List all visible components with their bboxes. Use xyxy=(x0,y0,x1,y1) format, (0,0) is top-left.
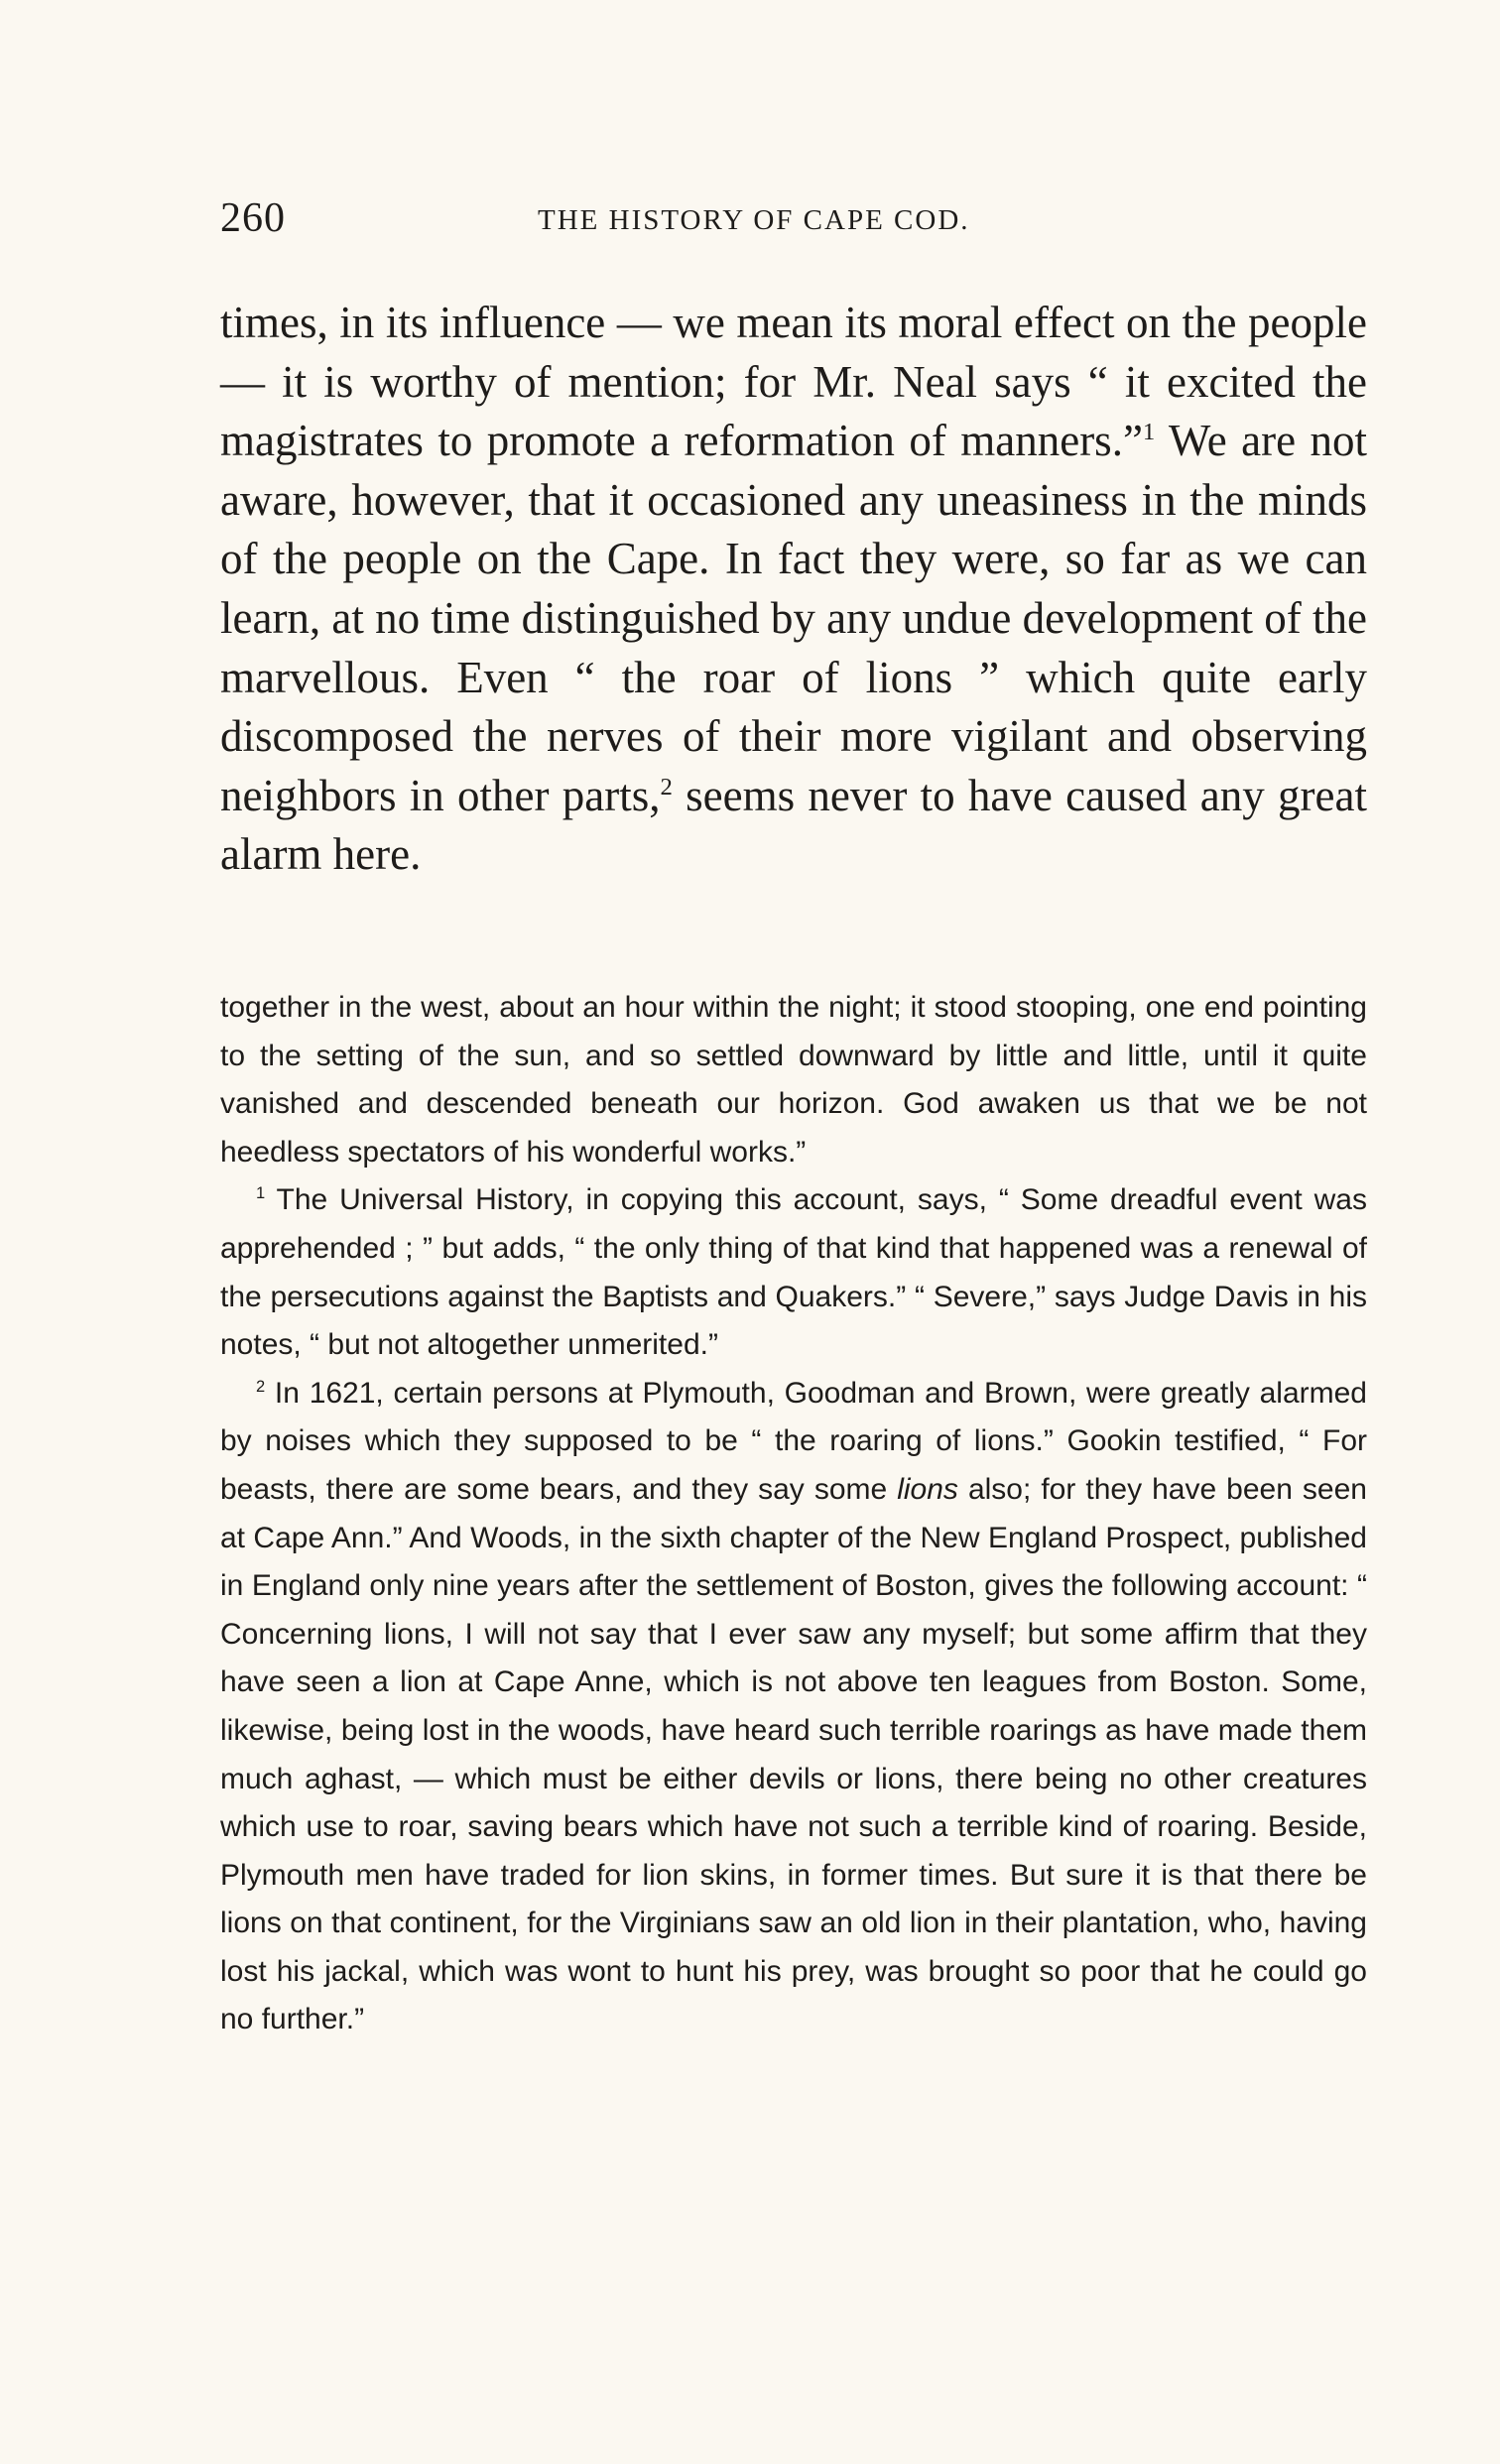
footnote-2 xyxy=(220,1370,1367,2044)
main-text-part-2: We are not aware, however, that it occasioned any uneasiness in the minds of the people on the Cape. In fact they were, so far as we can learn, at no time distinguished by any undue development of the marvellous. Even “ the roar of lions ” which quite early discomposed the nerves of their more vigilant and observing neighbors in other parts, xyxy=(220,416,1367,820)
main-text-part-1: times, in its influence — we mean its moral effect on the people — it is worthy of mention; for Mr. Neal says “ it excited the magistrates to promote a reformation of manners.” xyxy=(220,298,1367,466)
footnote-continuation: together in the west, about an hour within the night; it stood stooping, one end pointing to the setting of the sun, and so settled downward by little and little, until it quite vanished and descended beneath our horizon. God awaken us that we be not heedless spectators of his wonderful works.” xyxy=(220,991,1367,1169)
footnote-2-marker: 2 xyxy=(256,1377,266,1396)
footnote-2-text-a: In 1621, certain persons at Plymouth, Goodman and Brown, were greatly alarmed by noises which they supposed to be “ the roaring of lions.” Gookin testified, “ For beasts, there are some bears, and they say some xyxy=(220,1376,1367,1506)
running-title: THE HISTORY OF CAPE COD. xyxy=(538,204,970,236)
footnote-1-text: The Universal History, in copying this account, says, “ Some dreadful event was apprehended ; ” but adds, “ the only thing of that kind that happened was a renewal of the persecutions against the Baptists and Quakers.” “ Severe,” says Judge Davis in his notes, “ but not altogether unmerited.” xyxy=(220,1183,1367,1362)
running-head xyxy=(220,194,1367,254)
footnote-1-marker: 1 xyxy=(256,1184,266,1203)
footnote-2-text-b: also; for they have been seen at Cape Ann.” And Woods, in the sixth chapter of the New England Prospect, published in England only nine years after the settlement of Boston, gives the following account: “ Concerning lions, I will not say that I ever saw any myself; but some affirm that they have seen a lion at Cape Anne, which is not above ten leagues from Boston. Some, likewise, being lost in the woods, have heard such terrible roarings as have made them much aghast, — which must be either devils or lions, there being no other creatures which use to roar, saving bears which have not such a terrible kind of roaring. Beside, Plymouth men have traded for lion skins, in former times. But sure it is that there be lions on that continent, for the Virginians saw an old lion in their plantation, who, having lost his jackal, which was wont to hunt his prey, was brought so poor that he could go no further.” xyxy=(220,1472,1367,2036)
footnotes xyxy=(220,984,1367,2044)
footnote-ref-2: 2 xyxy=(660,773,673,801)
footnote-2-italic-word: lions xyxy=(897,1472,958,1506)
main-paragraph xyxy=(220,294,1367,885)
footnote-1 xyxy=(220,1176,1367,1369)
footnote-ref-1: 1 xyxy=(1142,419,1156,446)
main-text-part-3: seems never to have caused any great alarm here. xyxy=(220,770,1367,880)
page-number: 260 xyxy=(220,195,286,241)
